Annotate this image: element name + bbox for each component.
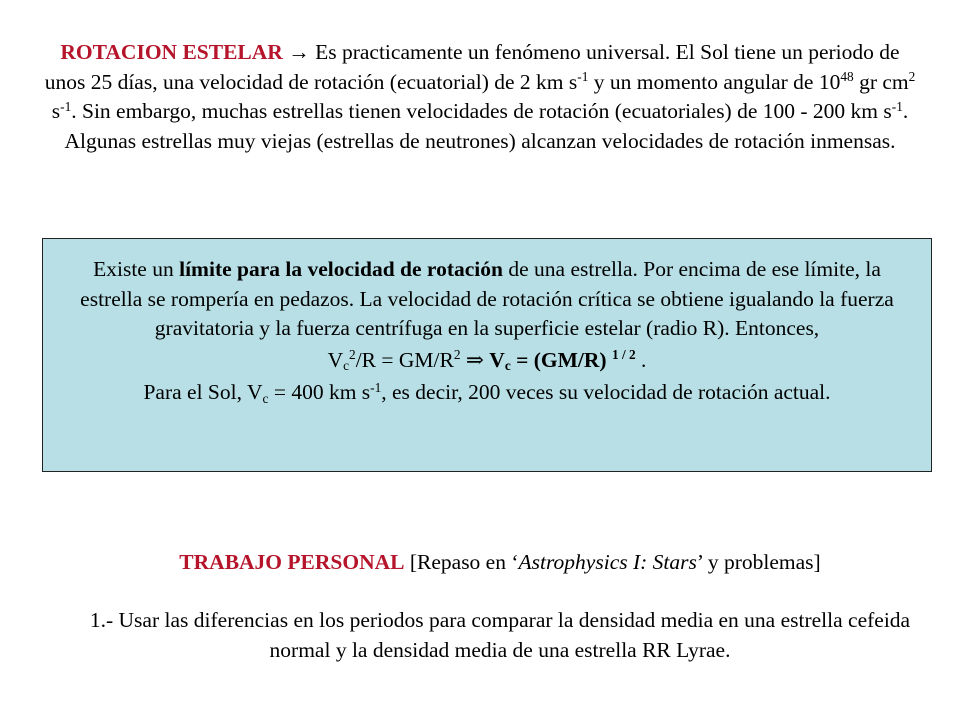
intro-paragraph <box>40 38 920 156</box>
trabajo-personal-line <box>60 548 940 576</box>
eq-v: V <box>327 347 344 372</box>
eq-rhs: = (GM/R) <box>510 347 612 372</box>
implies-symbol: ⇒ <box>460 347 490 372</box>
eq-end: . <box>635 347 647 372</box>
intro-text-4: s <box>51 99 61 123</box>
limit-bold: límite para la velocidad de rotación <box>179 257 503 281</box>
intro-text-1: Es practicamente un fenómeno universal. El Sol tiene un periodo de unos 25 días, una velocidad de rotación (ecuatorial) de 2 km s <box>44 40 900 94</box>
box-content <box>61 255 913 408</box>
trabajo-text-2: ’ y problemas] <box>696 550 821 574</box>
sun-text-b: = 400 km s <box>268 380 371 404</box>
intro-sup-2: 48 <box>840 69 854 85</box>
arrow-symbol: → <box>288 40 310 64</box>
intro-sup-4: -1 <box>60 98 72 114</box>
critical-velocity-equation <box>61 346 913 376</box>
eq-sup-2: 2 <box>349 347 356 363</box>
sun-sub-c: c <box>262 390 269 406</box>
book-title: Astrophysics I: Stars <box>518 550 697 574</box>
eq-sup-2b: 2 <box>453 347 461 363</box>
rotacion-heading: ROTACION ESTELAR <box>60 40 283 64</box>
intro-sup-1: -1 <box>577 69 589 85</box>
eq-vc: V <box>489 347 505 372</box>
problem-1: 1.- Usar las diferencias en los periodos para comparar la densidad media en una estrella cefeida normal y la densidad media de una estrella RR Lyrae. <box>89 608 911 662</box>
intro-sup-3: 2 <box>908 69 916 85</box>
eq-exponent: 1 / 2 <box>611 347 636 363</box>
intro-text-6: . Algunas estrellas muy viejas (estrellas de neutrones) alcanzan velocidades de rotación inmensas. <box>64 99 909 153</box>
intro-sup-5: -1 <box>891 98 903 114</box>
sun-velocity-line <box>61 378 913 408</box>
intro-text-3: gr cm <box>853 69 909 94</box>
trabajo-text-1: [Repaso en ‘ <box>404 550 519 574</box>
limit-text-b: de una estrella. Por encima de ese límite, la estrella se rompería en pedazos. La velocidad de rotación crítica se obtiene igualando la fuerza gravitatoria y la fuerza centrífuga en la superficie estelar (radio R). Entonces, <box>80 257 894 340</box>
eq-mid: /R = GM/R <box>355 347 454 372</box>
intro-text-2: y un momento angular de 10 <box>588 69 841 94</box>
eq-vc-sub: c <box>504 358 511 374</box>
limit-text-a: Existe un <box>93 257 180 281</box>
sun-text-d: , es decir, 200 veces su velocidad de rotación actual. <box>381 380 831 404</box>
trabajo-heading: TRABAJO PERSONAL <box>179 550 405 574</box>
limit-paragraph <box>61 255 913 344</box>
intro-text-5: . Sin embargo, muchas estrellas tienen velocidades de rotación (ecuatoriales) de 100 - 200 km s <box>71 99 892 123</box>
eq-sub-c: c <box>343 358 350 374</box>
sun-sup: -1 <box>370 379 382 395</box>
critical-velocity-box <box>42 238 932 472</box>
sun-text-a: Para el Sol, V <box>143 380 263 404</box>
